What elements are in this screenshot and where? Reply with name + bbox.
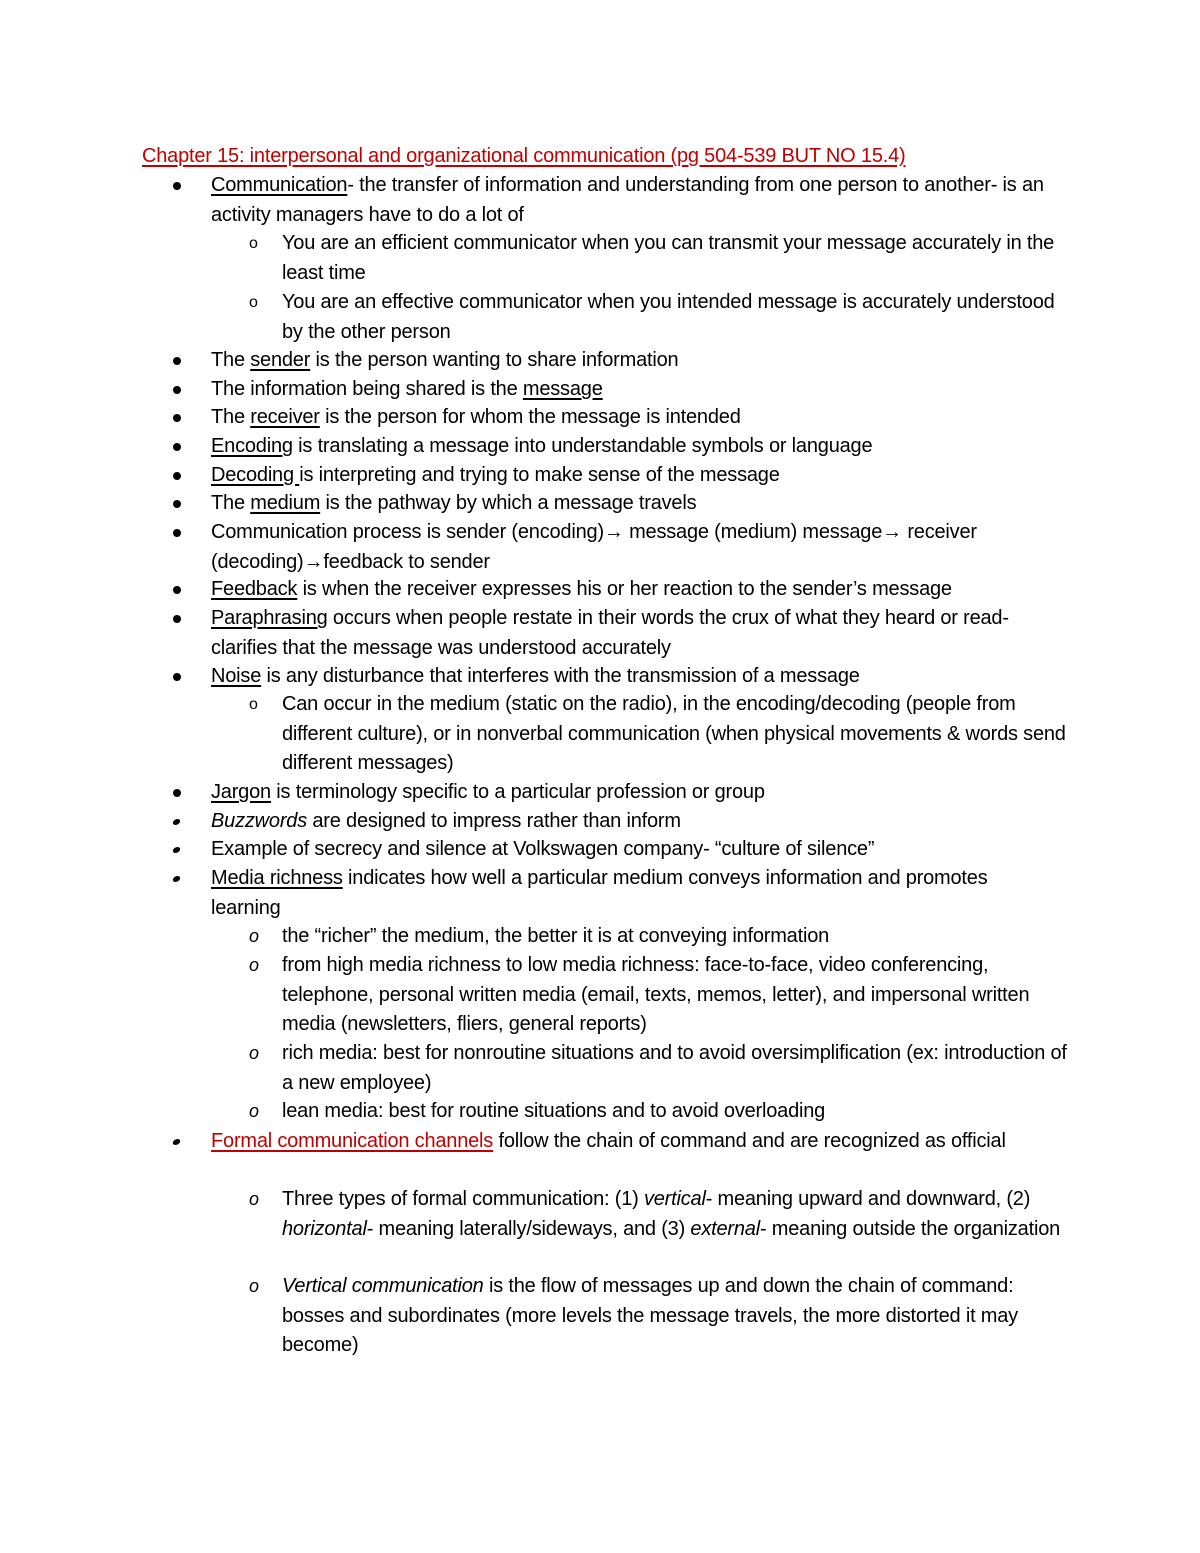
- sub-item-effective: You are an effective communicator when you intended message is accurately understood by the other person: [282, 291, 1055, 343]
- sub-item-vertical-communication: [282, 1272, 1072, 1361]
- circle-bullet-icon: o: [249, 235, 258, 252]
- term-formal-channels: Formal communication channels: [211, 1130, 494, 1152]
- list-item-buzzwords: [211, 807, 1061, 837]
- bullet-icon: [173, 575, 183, 605]
- text-post: is terminology specific to a particular profession or group: [270, 781, 765, 803]
- text-post: is interpreting and trying to make sense of the message: [299, 464, 780, 486]
- term-vertical: vertical: [643, 1188, 706, 1210]
- term-communication: Communication: [211, 174, 348, 196]
- circle-bullet-icon: o: [249, 955, 260, 975]
- bullet-icon: [173, 864, 183, 894]
- circle-bullet-icon: o: [249, 1043, 260, 1063]
- list-item-feedback: [211, 575, 1061, 605]
- bullet-icon: [173, 403, 183, 433]
- term-paraphrasing: Paraphrasing: [211, 607, 328, 629]
- bullet-icon: [173, 778, 183, 808]
- sub-item-richer: the “richer” the medium, the better it is at conveying information: [282, 925, 830, 947]
- sub-item-noise: Can occur in the medium (static on the radio), in the encoding/decoding (people from different culture), or in nonverbal communication (when physical movements & words send different messages): [282, 693, 1066, 774]
- text-part: - meaning outside the organization: [759, 1217, 1061, 1240]
- text-part: - meaning laterally/sideways, and (3): [366, 1217, 691, 1240]
- term-buzzwords: Buzzwords: [211, 810, 308, 832]
- list-item-sender: [211, 346, 1061, 376]
- chapter-title: Chapter 15: interpersonal and organizational communication (pg 504-539 BUT NO 15.4): [142, 145, 906, 167]
- text-post: is the flow of messages up and down the chain of command: bosses and subordinates (more levels the message travels, the more distorted it may become): [282, 1275, 1018, 1356]
- text-pre: The: [211, 406, 251, 428]
- sub-item-rich-media: rich media: best for nonroutine situations and to avoid oversimplification (ex: introduction of a new employee): [282, 1042, 1067, 1094]
- text-post: is the person wanting to share information: [310, 349, 679, 371]
- list-item-paraphrasing: [211, 604, 1061, 663]
- arrow-icon: →: [603, 521, 624, 543]
- text-pre: The: [211, 492, 251, 514]
- bullet-icon: [173, 807, 183, 837]
- term-message: message: [522, 378, 603, 400]
- circle-bullet-icon: o: [249, 1101, 260, 1121]
- term-vertical-communication: Vertical communication: [282, 1275, 484, 1297]
- text-part: Communication process is sender (encoding): [211, 521, 604, 543]
- text-post: is the person for whom the message is intended: [319, 406, 741, 428]
- bullet-icon: [173, 346, 183, 376]
- sub-item-lean-media: lean media: best for routine situations and to avoid overloading: [282, 1100, 826, 1122]
- text-pre: The: [211, 349, 251, 371]
- circle-bullet-icon: o: [249, 926, 260, 946]
- circle-bullet-icon: o: [249, 1189, 260, 1209]
- term-encoding: Encoding: [211, 435, 293, 457]
- bullet-icon: [173, 489, 183, 519]
- term-feedback: Feedback: [211, 578, 298, 600]
- arrow-icon: →: [303, 550, 324, 573]
- term-sender: sender: [250, 349, 311, 371]
- term-noise: Noise: [211, 665, 262, 687]
- text-pre: The information being shared is the: [211, 378, 523, 400]
- text-part: receiver (decoding): [211, 521, 977, 573]
- bullet-icon: [173, 518, 183, 548]
- term-decoding: Decoding: [211, 464, 300, 486]
- term-receiver: receiver: [250, 406, 320, 428]
- bullet-icon: [173, 662, 183, 692]
- bullet-icon: [173, 1127, 183, 1157]
- list-item-message: [211, 375, 1061, 405]
- bullet-icon: [173, 604, 183, 634]
- term-external: external: [690, 1217, 760, 1240]
- list-item-medium: [211, 489, 1061, 519]
- circle-bullet-icon: o: [249, 696, 258, 713]
- list-item-encoding: [211, 432, 1061, 462]
- text-post: is translating a message into understandable symbols or language: [292, 435, 873, 457]
- list-item-formal-channels: [211, 1127, 1061, 1157]
- list-item-volkswagen: Example of secrecy and silence at Volkswagen company- “culture of silence”: [211, 838, 875, 860]
- term-horizontal: horizontal: [282, 1217, 367, 1240]
- text-post: are designed to impress rather than inform: [307, 810, 681, 832]
- bullet-icon: [173, 171, 183, 201]
- text-post: is the pathway by which a message travels: [320, 492, 697, 514]
- definition-text: - the transfer of information and understanding from one person to another- is an activity managers have to do a lot of: [211, 174, 1044, 226]
- text-part: message (medium) message: [623, 521, 883, 543]
- arrow-icon: →: [882, 521, 902, 543]
- text-post: is when the receiver expresses his or her reaction to the sender’s message: [297, 578, 952, 600]
- bullet-icon: [173, 461, 183, 491]
- text-post: follow the chain of command and are recognized as official: [493, 1130, 1006, 1152]
- text-part: feedback to sender: [323, 550, 490, 573]
- term-jargon: Jargon: [211, 781, 271, 803]
- list-item-process: [211, 518, 1061, 577]
- circle-bullet-icon: o: [249, 1276, 260, 1296]
- list-item-communication: [211, 171, 1061, 230]
- term-media-richness: Media richness: [211, 867, 343, 889]
- list-item-media-richness: [211, 864, 1061, 923]
- list-item-receiver: [211, 403, 1061, 433]
- text-post: is any disturbance that interferes with the transmission of a message: [261, 665, 860, 687]
- text-part: Three types of formal communication: (1): [282, 1188, 644, 1210]
- term-medium: medium: [250, 492, 321, 514]
- sub-item-richness-scale: from high media richness to low media richness: face-to-face, video conferencing, telephone, personal written media (email, texts, memos, letter), and impersonal written media (newsletters, fliers, general reports): [282, 954, 1030, 1035]
- bullet-icon: [173, 375, 183, 405]
- circle-bullet-icon: o: [249, 294, 258, 311]
- list-item-jargon: [211, 778, 1061, 808]
- text-post: indicates how well a particular medium conveys information and promotes learning: [211, 867, 988, 919]
- sub-item-three-types: [282, 1185, 1072, 1244]
- bullet-icon: [173, 432, 183, 462]
- sub-item-efficient: You are an efficient communicator when you can transmit your message accurately in the least time: [282, 232, 1055, 284]
- list-item-noise: [211, 662, 1061, 692]
- text-post: occurs when people restate in their words the crux of what they heard or read- clarifies that the message was understood accurately: [211, 607, 1009, 659]
- text-part: - meaning upward and downward, (2): [705, 1188, 1031, 1210]
- bullet-icon: [173, 835, 183, 865]
- list-item-decoding: [211, 461, 1061, 491]
